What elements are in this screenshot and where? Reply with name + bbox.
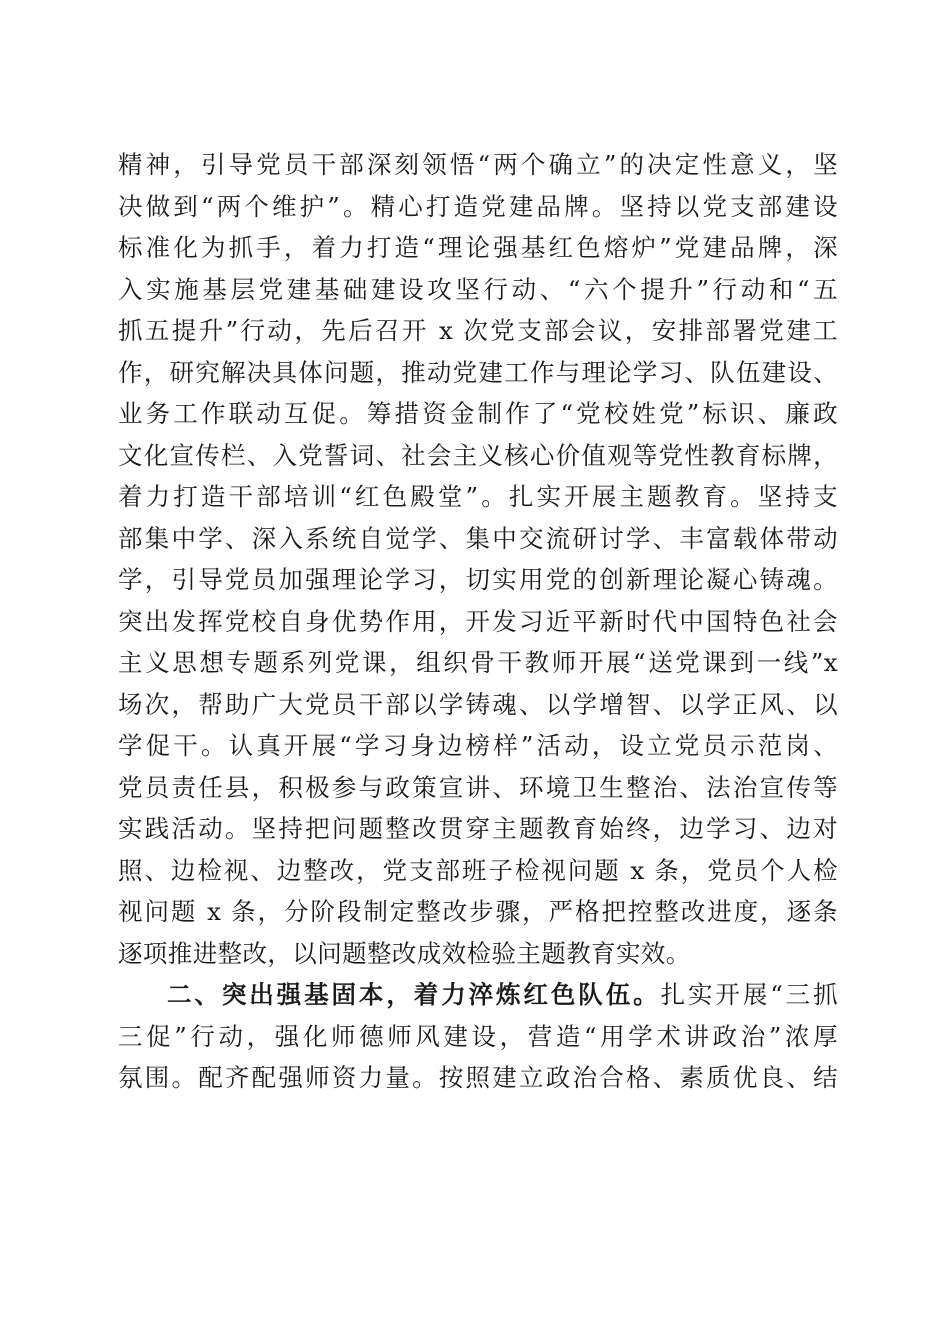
text-line: 作，研究解决具体问题，推动党建工作与理论学习、队伍建设、 <box>118 357 838 387</box>
text-line: 业务工作联动互促。筹措资金制作了“党校姓党”标识、廉政 <box>118 399 838 428</box>
text-line: 学促干。认真开展“学习身边榜样”活动，设立党员示范岗、 <box>118 731 838 760</box>
text-line: 入实施基层党建基础建设攻坚行动、“六个提升”行动和“五 <box>118 274 838 304</box>
text-line: 主义思想专题系列党课，组织骨干教师开展“送党课到一线”x <box>118 648 838 677</box>
text-line: 文化宣传栏、入党誓词、社会主义核心价值观等党性教育标牌， <box>118 440 838 470</box>
text-line: 党员责任县，积极参与政策宣讲、环境卫生整治、法治宣传等 <box>118 772 838 802</box>
text-line: 视问题 x 条，分阶段制定整改步骤，严格把控整改进度，逐条 <box>118 897 838 926</box>
text-line: 照、边检视、边整改，党支部班子检视问题 x 条，党员个人检 <box>118 855 838 885</box>
text-line: 标准化为抓手，着力打造“理论强基红色熔炉”党建品牌，深 <box>118 233 838 262</box>
text-line: 学，引导党员加强理论学习，切实用党的创新理论凝心铸魂。 <box>118 565 838 594</box>
text-line: 三促”行动，强化师德师风建设，营造“用学术讲政治”浓厚 <box>118 1021 838 1051</box>
text-line: 抓五提升”行动，先后召开 x 次党支部会议，安排部署党建工 <box>118 316 838 345</box>
text-line: 着力打造干部培训“红色殿堂”。扎实开展主题教育。坚持支 <box>118 482 838 511</box>
text-line: 实践活动。坚持把问题整改贯穿主题教育始终，边学习、边对 <box>118 814 838 843</box>
text-line: 场次，帮助广大党员干部以学铸魂、以学增智、以学正风、以 <box>118 689 838 719</box>
text-line: 氛围。配齐配强师资力量。按照建立政治合格、素质优良、结 <box>118 1063 838 1092</box>
section-heading: 二、突出强基固本，着力淬炼红色队伍。 <box>167 980 661 1009</box>
section-heading-line <box>118 974 838 1016</box>
body-text <box>118 144 838 1099</box>
text-line: 逐项推进整改，以问题整改成效检验主题教育实效。 <box>118 938 691 968</box>
text-line: 决做到“两个维护”。精心打造党建品牌。坚持以党支部建设 <box>118 191 838 221</box>
text-line: 精神，引导党员干部深刻领悟“两个确立”的决定性意义，坚 <box>118 150 838 179</box>
text-line: 部集中学、深入系统自觉学、集中交流研讨学、丰富载体带动 <box>118 523 838 553</box>
text-line: 突出发挥党校自身优势作用，开发习近平新时代中国特色社会 <box>118 606 838 636</box>
section-heading-rest: 扎实开展“三抓 <box>660 980 839 1009</box>
